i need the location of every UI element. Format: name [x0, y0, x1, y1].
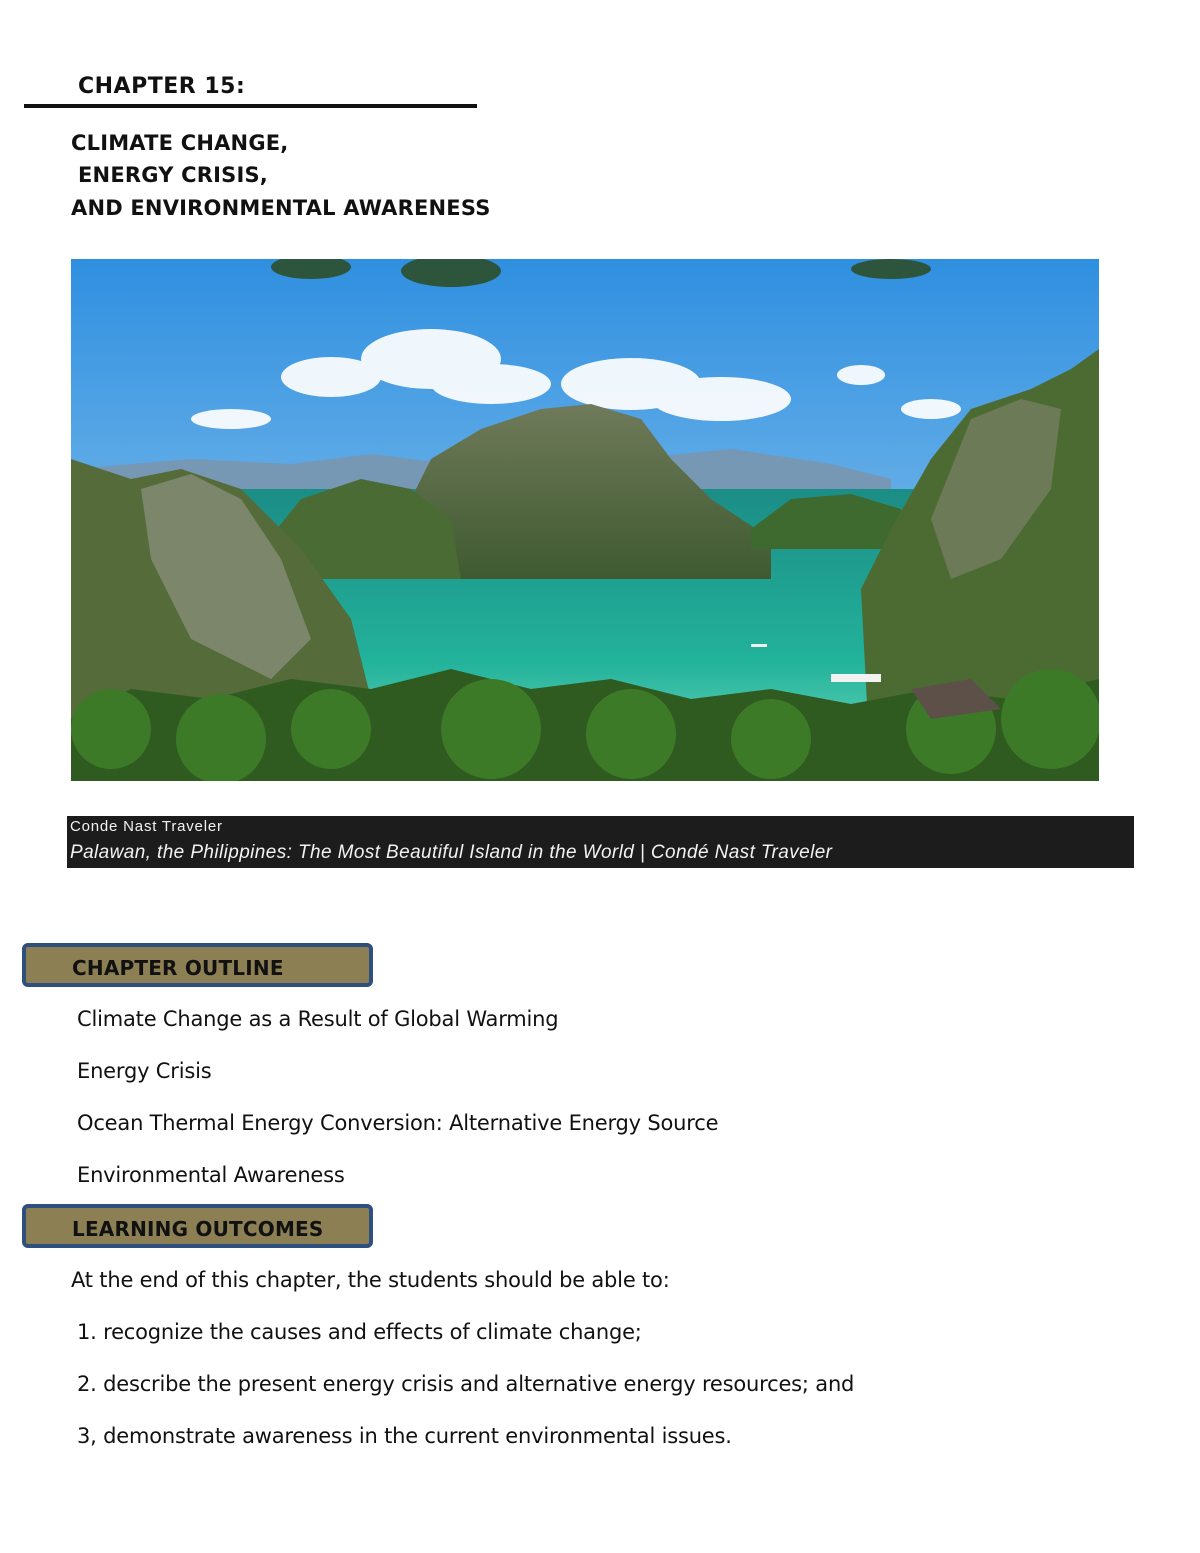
outcome-item: 3, demonstrate awareness in the current environmental issues.	[77, 1424, 732, 1448]
chapter-label: CHAPTER 15:	[78, 74, 246, 99]
outline-item: Energy Crisis	[77, 1059, 212, 1083]
chapter-title-line-1: CLIMATE CHANGE,	[71, 131, 289, 155]
chapter-title-line-2: ENERGY CRISIS,	[78, 163, 268, 187]
outline-item: Environmental Awareness	[77, 1163, 345, 1187]
chapter-title-line-3: AND ENVIRONMENTAL AWARENESS	[71, 196, 491, 220]
learning-outcomes-heading: LEARNING OUTCOMES	[72, 1217, 324, 1241]
photo-caption	[67, 816, 1134, 868]
chapter-rule	[24, 104, 477, 108]
outcome-item: 2. describe the present energy crisis and alternative energy resources; and	[77, 1372, 855, 1396]
outcome-item: 1. recognize the causes and effects of climate change;	[77, 1320, 642, 1344]
lagoon-photo	[71, 259, 1099, 781]
caption-title: Palawan, the Philippines: The Most Beautiful Island in the World | Condé Nast Traveler	[70, 842, 833, 863]
chapter-outline-tab	[22, 943, 373, 987]
chapter-outline-heading: CHAPTER OUTLINE	[72, 956, 284, 980]
outline-item: Climate Change as a Result of Global Warming	[77, 1007, 559, 1031]
learning-outcomes-tab	[22, 1204, 373, 1248]
caption-source: Conde Nast Traveler	[70, 818, 223, 835]
outline-item: Ocean Thermal Energy Conversion: Alternative Energy Source	[77, 1111, 719, 1135]
outcomes-intro: At the end of this chapter, the students should be able to:	[71, 1268, 670, 1292]
